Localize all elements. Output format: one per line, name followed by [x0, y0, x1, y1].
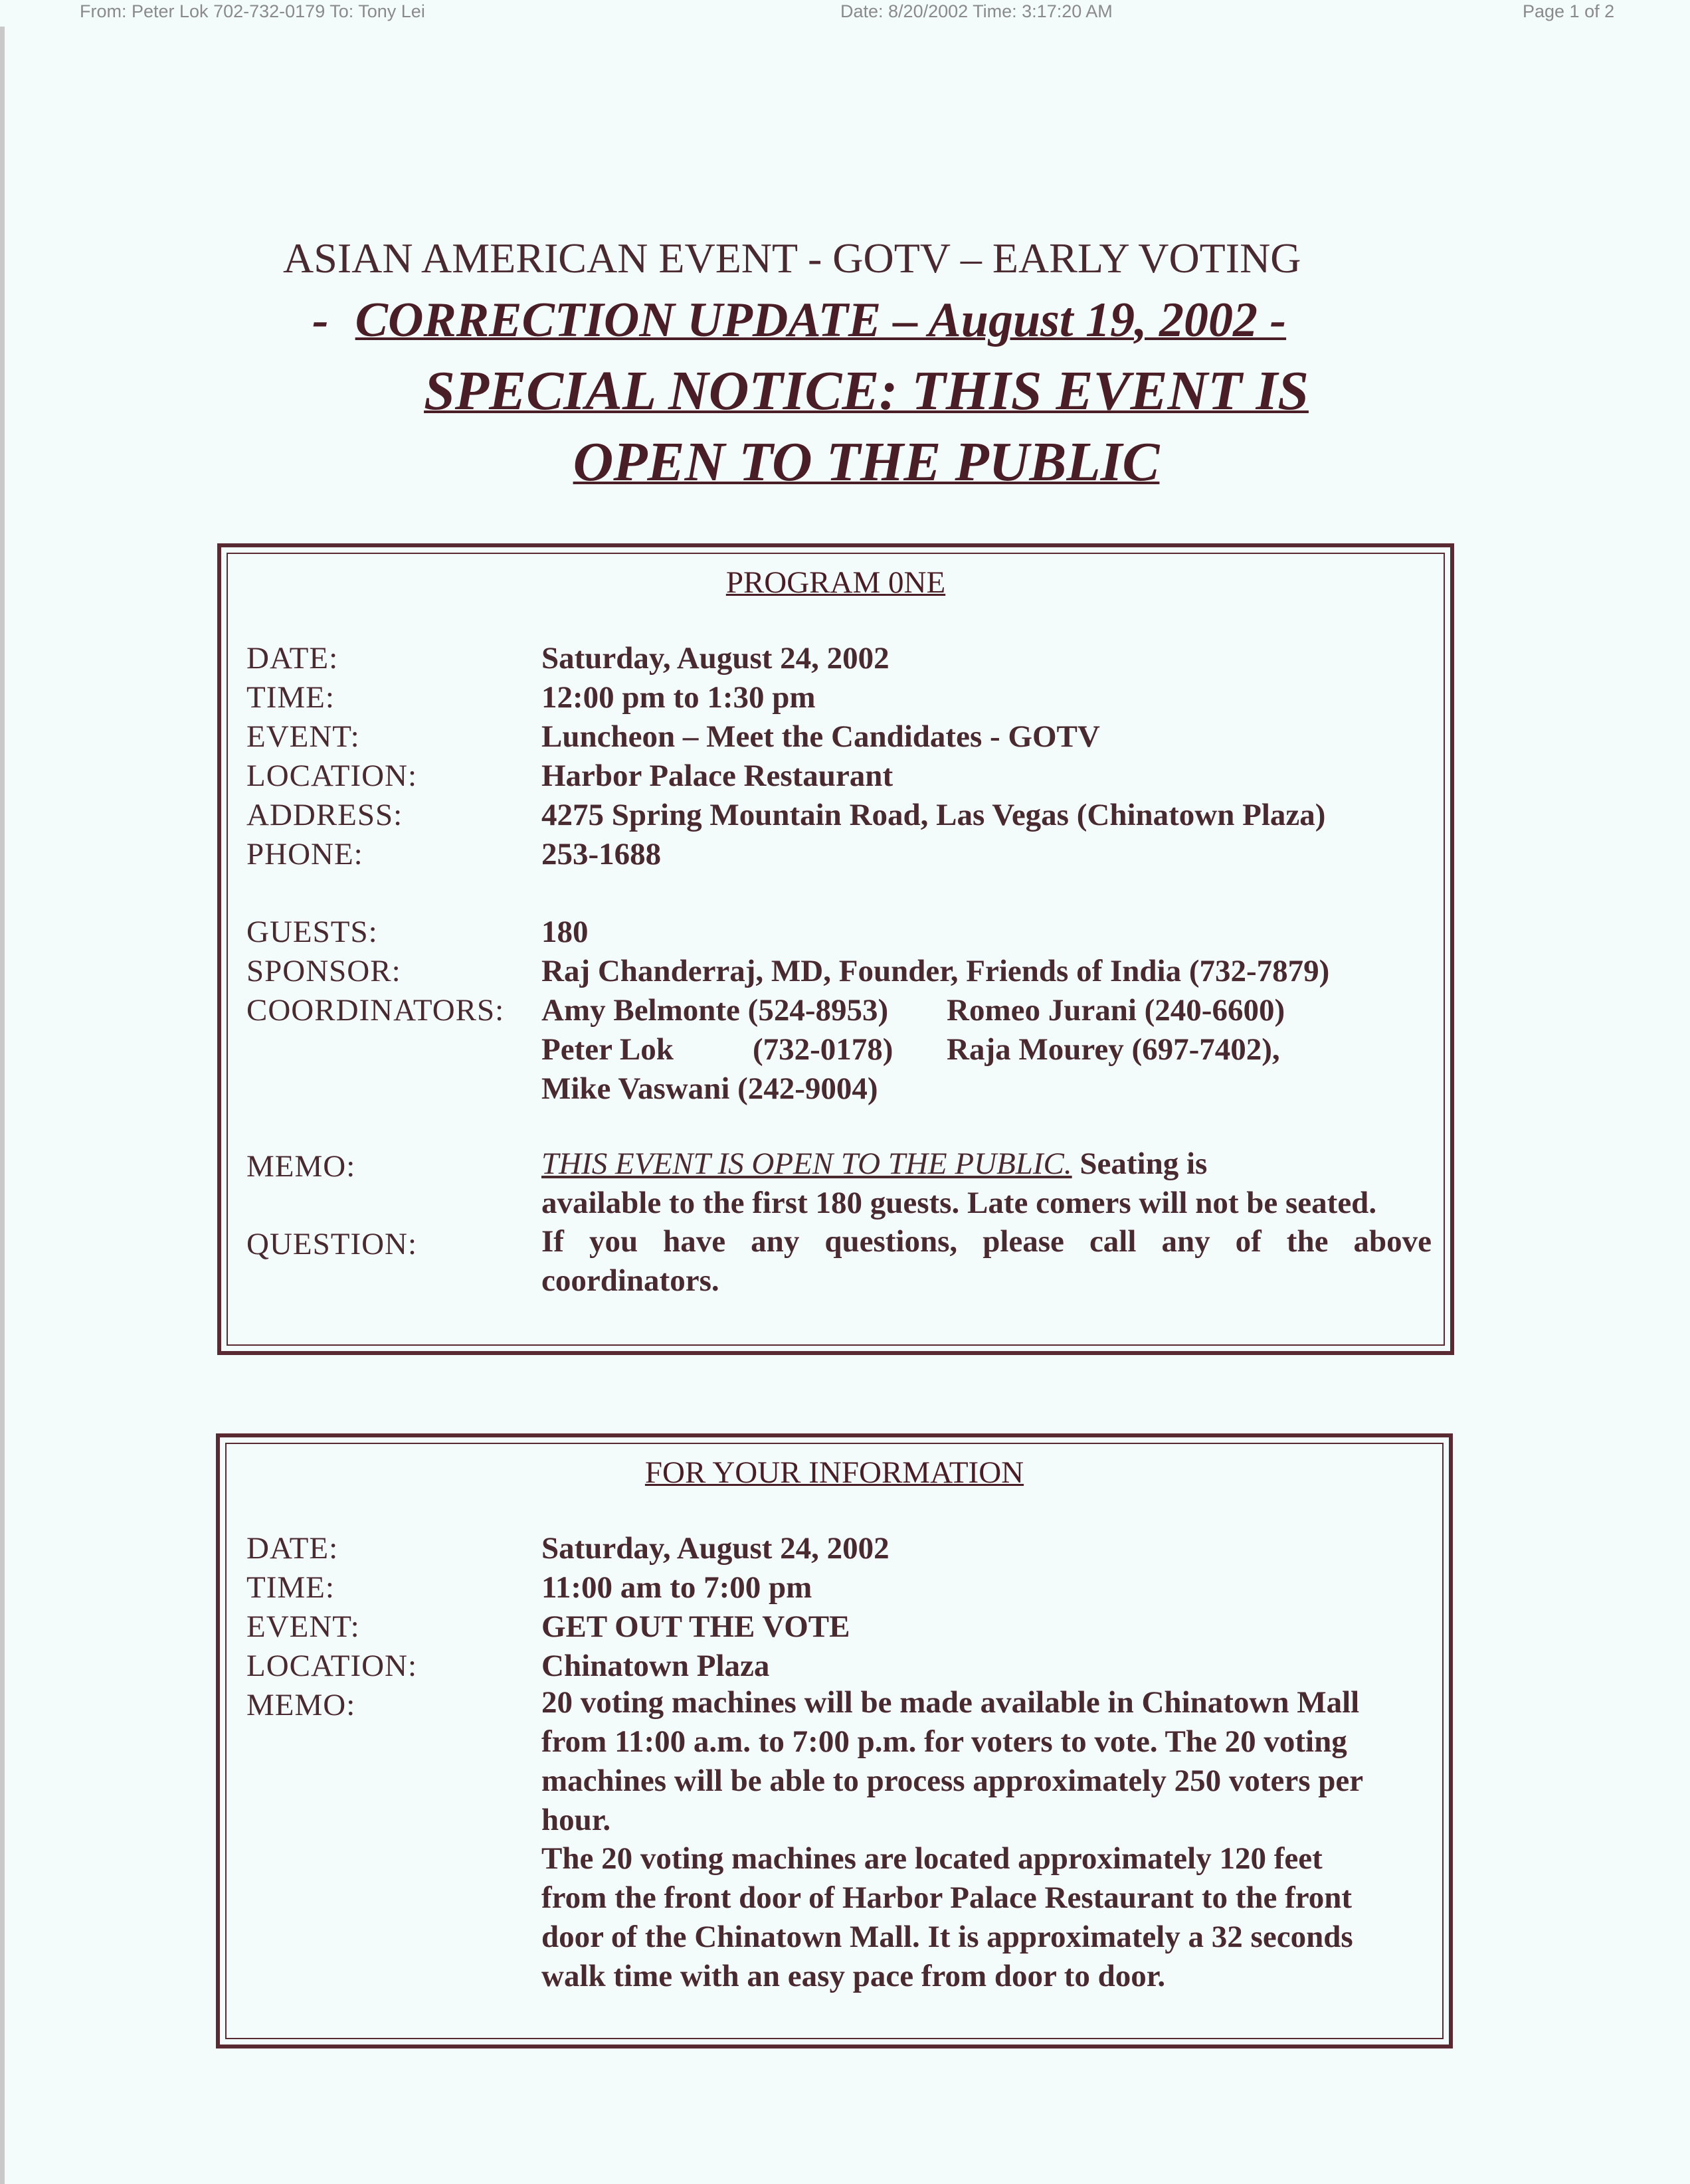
coordinator-entry: Romeo Jurani (240-6600)	[947, 993, 1285, 1028]
p1-question-line-1	[541, 1222, 1432, 1261]
p1-question-label: QUESTION:	[246, 1227, 418, 1261]
fax-date: Date: 8/20/2002 Time: 3:17:20 AM	[840, 1, 1113, 21]
fax-header	[0, 0, 1690, 27]
title-correction-update: CORRECTION UPDATE – August 19, 2002 -	[355, 293, 1287, 347]
fax-from: From: Peter Lok 702-732-0179 To: Tony Lei	[80, 1, 425, 21]
program-one-heading: PROGRAM 0NE	[725, 565, 946, 600]
coordinator-entry: Raja Mourey (697-7402),	[947, 1032, 1280, 1067]
p1-question-text	[541, 1222, 1432, 1301]
p1-location-value: Harbor Palace Restaurant	[541, 759, 893, 793]
fyi-event-label: EVENT:	[246, 1609, 360, 1644]
p1-sponsor-label: SPONSOR:	[246, 954, 401, 988]
p1-time-label: TIME:	[246, 680, 335, 715]
fyi-memo-p1-line: machines will be able to process approximately 250 voters per	[541, 1764, 1364, 1798]
p1-time-value: 12:00 pm to 1:30 pm	[541, 680, 816, 715]
fyi-memo-p2-line: The 20 voting machines are located approximately 120 feet	[541, 1841, 1323, 1876]
p1-location-label: LOCATION:	[246, 759, 418, 793]
title-line-3: SPECIAL NOTICE: THIS EVENT IS	[424, 360, 1309, 422]
coordinator-entry: Amy Belmonte (524-8953)	[541, 993, 889, 1028]
title-line-1: ASIAN AMERICAN EVENT - GOTV – EARLY VOTING	[283, 234, 1301, 282]
fyi-date-value: Saturday, August 24, 2002	[541, 1531, 890, 1566]
fyi-memo-p2-line: from the front door of Harbor Palace Restaurant to the front	[541, 1880, 1353, 1915]
p1-date-label: DATE:	[246, 641, 339, 676]
coordinator-entry: Mike Vaswani (242-9004)	[541, 1071, 878, 1106]
fyi-memo-paragraph-2	[541, 1839, 1432, 1996]
fyi-date-label: DATE:	[246, 1531, 339, 1566]
p1-guests-value: 180	[541, 915, 589, 949]
p1-date-value: Saturday, August 24, 2002	[541, 641, 890, 676]
fyi-heading: FOR YOUR INFORMATION	[644, 1455, 1024, 1490]
program-one-box	[217, 543, 1454, 1355]
title-line-2	[312, 292, 1286, 349]
fyi-memo-p1-line: 20 voting machines will be made available in Chinatown Mall	[541, 1685, 1360, 1720]
p1-memo-line-2: available to the first 180 guests. Late comers will not be seated.	[541, 1186, 1377, 1220]
p1-memo-text	[541, 1144, 1432, 1223]
title-line-2-dash: -	[312, 293, 329, 347]
p1-event-label: EVENT:	[246, 719, 360, 754]
p1-phone-value: 253-1688	[541, 837, 662, 871]
fyi-time-label: TIME:	[246, 1570, 335, 1605]
fyi-event-value: GET OUT THE VOTE	[541, 1609, 850, 1644]
fyi-location-value: Chinatown Plaza	[541, 1649, 770, 1683]
fyi-memo-p2-line: door of the Chinatown Mall. It is approximately a 32 seconds	[541, 1920, 1353, 1954]
fyi-memo-p2-line: walk time with an easy pace from door to door.	[541, 1959, 1166, 1993]
p1-address-value: 4275 Spring Mountain Road, Las Vegas (Chinatown Plaza)	[541, 798, 1326, 832]
fyi-memo-p1-line: from 11:00 a.m. to 7:00 p.m. for voters to vote. The 20 voting	[541, 1724, 1347, 1759]
p1-phone-label: PHONE:	[246, 837, 363, 871]
p1-address-label: ADDRESS:	[246, 798, 403, 832]
fyi-memo-label: MEMO:	[246, 1688, 356, 1722]
fyi-time-value: 11:00 am to 7:00 pm	[541, 1570, 812, 1605]
fyi-box	[216, 1433, 1453, 2048]
fyi-location-label: LOCATION:	[246, 1649, 418, 1683]
p1-sponsor-value: Raj Chanderraj, MD, Founder, Friends of India (732-7879)	[541, 954, 1330, 988]
p1-question-line-1-text: If you have any questions, please call any of the above	[541, 1224, 1432, 1259]
fyi-memo-p1-line: hour.	[541, 1803, 611, 1837]
fax-page-number: Page 1 of 2	[1523, 1, 1615, 21]
coordinator-entry: (732-0178)	[753, 1032, 893, 1067]
p1-guests-label: GUESTS:	[246, 915, 378, 949]
p1-memo-emphasis: THIS EVENT IS OPEN TO THE PUBLIC.	[541, 1146, 1072, 1181]
title-line-4: OPEN TO THE PUBLIC	[573, 431, 1160, 493]
p1-memo-label: MEMO:	[246, 1149, 356, 1184]
coordinator-entry: Peter Lok	[541, 1032, 674, 1067]
p1-coordinators-label: COORDINATORS:	[246, 993, 505, 1028]
p1-memo-line-1	[541, 1144, 1432, 1184]
p1-question-line-2: coordinators.	[541, 1263, 719, 1298]
p1-memo-rest: Seating is	[1072, 1146, 1208, 1181]
fyi-memo-paragraph-1	[541, 1683, 1432, 1840]
p1-event-value: Luncheon – Meet the Candidates - GOTV	[541, 719, 1100, 754]
scan-left-edge	[0, 27, 5, 2184]
